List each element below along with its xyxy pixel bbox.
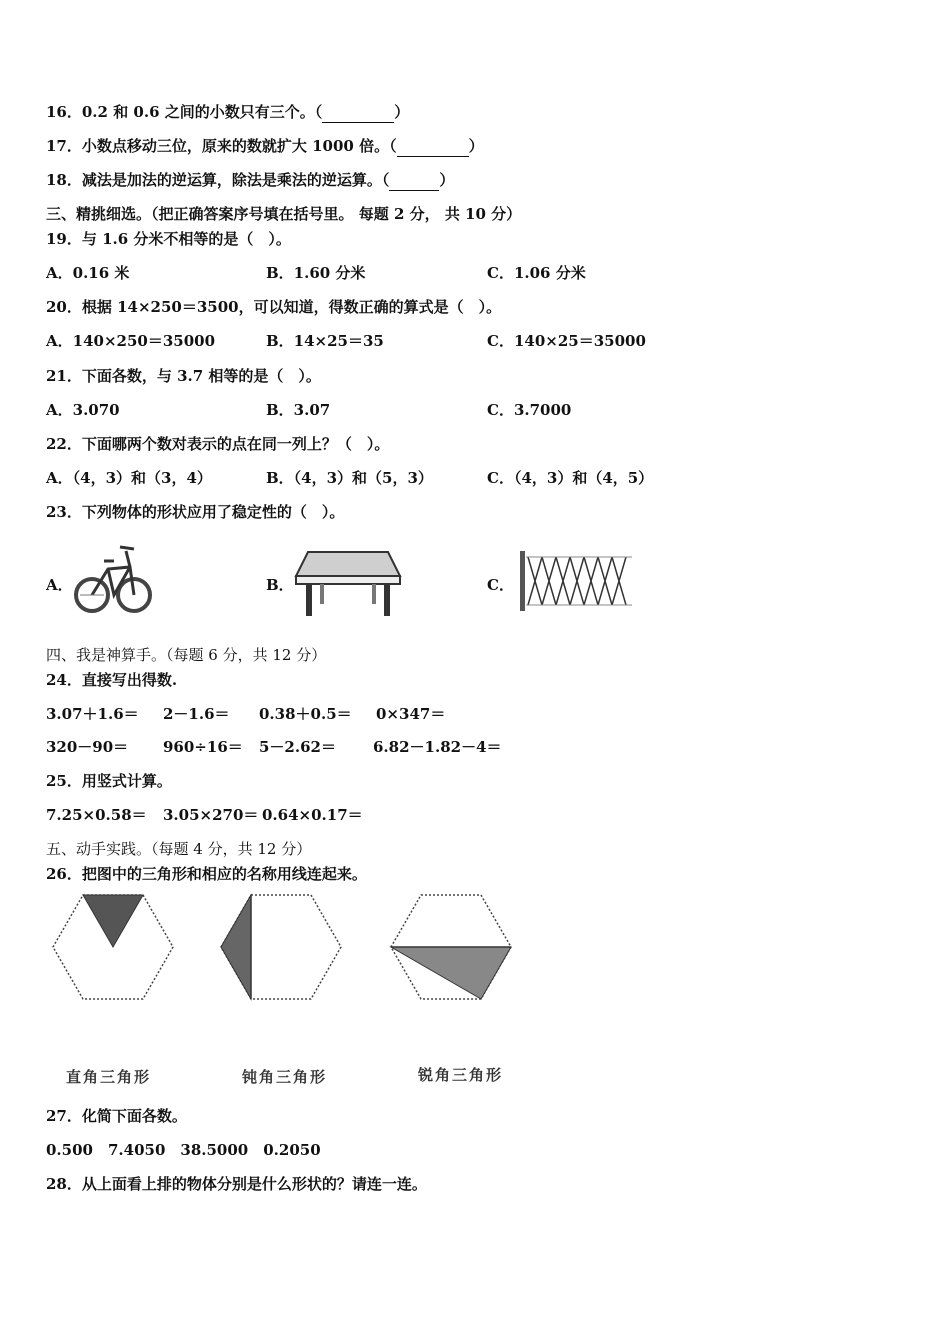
option-b[interactable]: B．（4，3）和（5，3）: [266, 469, 433, 487]
calc-item: 3.07＋1.6＝: [46, 705, 139, 723]
question-26-stem: 26．把图中的三角形和相应的名称用线连起来。: [46, 865, 367, 883]
question-17: [46, 136, 484, 157]
calc-item: 0×347＝: [376, 705, 446, 723]
section-4-heading: 四、我是神算手。（每题 6 分，共 12 分）: [46, 646, 327, 664]
question-text: 小数点移动三位，原来的数就扩大 1000 倍。（: [81, 137, 397, 155]
calc-item: 7.25×0.58＝: [46, 806, 147, 824]
question-27-numbers: 0.500 7.4050 38.5000 0.2050: [46, 1141, 321, 1159]
option-a[interactable]: A．140×250＝35000: [46, 332, 216, 350]
section-3-heading: 三、精挑细选。（把正确答案序号填在括号里。 每题 2 分， 共 10 分）: [46, 205, 522, 223]
answer-blank[interactable]: [322, 102, 394, 123]
question-16: [46, 102, 409, 123]
option-b[interactable]: B．14×25＝35: [266, 332, 384, 350]
option-b[interactable]: B．: [266, 576, 294, 594]
expandable-gate-image: [518, 549, 636, 613]
question-text: 减法是加法的逆运算，除法是乘法的逆运算。（: [81, 171, 390, 189]
option-a[interactable]: A．3.070: [46, 401, 120, 419]
paren-close: ）: [394, 103, 410, 121]
paren-close: ）: [439, 171, 455, 189]
option-c[interactable]: C．140×25＝35000: [487, 332, 646, 350]
option-b[interactable]: B．3.07: [266, 401, 331, 419]
question-19-stem: 19．与 1.6 分米不相等的是（ ）。: [46, 230, 291, 248]
paren-close: ）: [468, 137, 484, 155]
label-obtuse-triangle[interactable]: 钝角三角形: [242, 1068, 328, 1086]
question-21-stem: 21．下面各数，与 3.7 相等的是（ ）。: [46, 367, 321, 385]
option-c[interactable]: C．: [487, 576, 514, 594]
calc-item: 2－1.6＝: [163, 705, 230, 723]
hexagon-figure-2: [218, 893, 344, 1003]
calc-item: 0.64×0.17＝: [262, 806, 363, 824]
question-23-stem: 23．下列物体的形状应用了稳定性的（ ）。: [46, 503, 345, 521]
calc-item: 5－2.62＝: [259, 738, 336, 756]
hexagon-figure-1: [50, 893, 176, 1003]
question-27-stem: 27．化简下面各数。: [46, 1107, 187, 1125]
calc-item: 6.82－1.82－4＝: [373, 738, 502, 756]
question-28-stem: 28．从上面看上排的物体分别是什么形状的？请连一连。: [46, 1175, 427, 1193]
answer-blank[interactable]: [397, 136, 469, 157]
question-number: 18．: [46, 171, 82, 189]
option-a[interactable]: A．: [46, 576, 73, 594]
question-20-stem: 20．根据 14×250＝3500，可以知道，得数正确的算式是（ ）。: [46, 298, 502, 316]
question-number: 16．: [46, 103, 82, 121]
question-24-stem: 24．直接写出得数.: [46, 671, 178, 689]
calc-item: 960÷16＝: [163, 738, 243, 756]
hexagon-figure-3: [388, 893, 514, 1003]
label-right-triangle[interactable]: 直角三角形: [66, 1068, 152, 1086]
bicycle-image: [74, 537, 152, 615]
option-a[interactable]: A．（4，3）和（3，4）: [46, 469, 212, 487]
calc-item: 0.38＋0.5＝: [259, 705, 352, 723]
option-b[interactable]: B．1.60 分米: [266, 264, 366, 282]
option-a[interactable]: A．0.16 米: [46, 264, 130, 282]
question-25-stem: 25．用竖式计算。: [46, 772, 172, 790]
answer-blank[interactable]: [389, 170, 439, 191]
calc-item: 320－90＝: [46, 738, 129, 756]
option-c[interactable]: C．3.7000: [487, 401, 572, 419]
table-image: [292, 548, 404, 618]
label-acute-triangle[interactable]: 锐角三角形: [418, 1066, 504, 1084]
question-18: [46, 170, 454, 191]
question-22-stem: 22．下面哪两个数对表示的点在同一列上？（ ）。: [46, 435, 390, 453]
calc-item: 3.05×270＝: [163, 806, 259, 824]
question-number: 17．: [46, 137, 82, 155]
section-5-heading: 五、动手实践。（每题 4 分，共 12 分）: [46, 840, 312, 858]
option-c[interactable]: C．1.06 分米: [487, 264, 586, 282]
question-text: 0.2 和 0.6 之间的小数只有三个。（: [81, 103, 323, 121]
option-c[interactable]: C．（4，3）和（4，5）: [487, 469, 654, 487]
